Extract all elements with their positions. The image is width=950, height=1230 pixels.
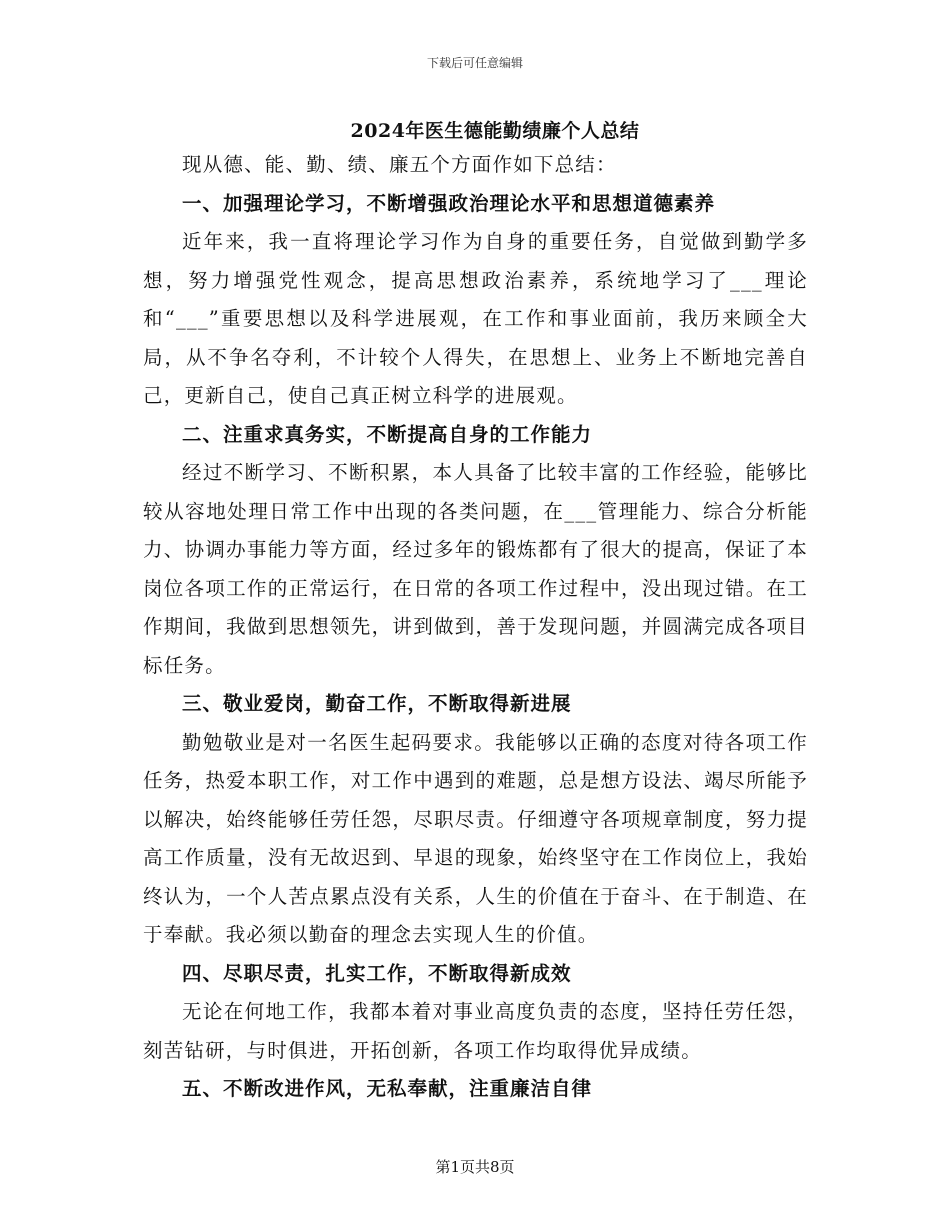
document-body (143, 146, 808, 1109)
document-title: 2024年医生德能勤绩廉个人总结 (350, 120, 640, 142)
section-heading-2: 二、注重求真务实，不断提高自身的工作能力 (182, 422, 593, 446)
section-paragraph-4: 无论在何地工作，我都本着对事业高度负责的态度，坚持任劳任怨，刻苦钻研，与时俱进，开拓创新，各项工作均取得优异成绩。 (143, 1000, 808, 1062)
page-number-footer: 第1页共8页 (435, 1158, 515, 1176)
intro-paragraph: 现从德、能、勤、绩、廉五个方面作如下总结： (182, 153, 617, 176)
header-note: 下载后可任意编辑 (426, 56, 523, 70)
section-heading-3: 三、敬业爱岗，勤奋工作，不断取得新进展 (182, 692, 572, 715)
section-paragraph-2: 经过不断学习、不断积累，本人具备了比较丰富的工作经验，能够比较从容地处理日常工作中出现的各类问题，在___管理能力、综合分析能力、协调办事能力等方面，经过多年的锻炼都有了很大的提高，保证了本岗位各项工作的正常运行，在日常的各项工作过程中，没出现过错。在工作期间，我做到思想领先，讲到做到，善于发现问题，并圆满完成各项目标任务。 (143, 461, 808, 677)
section-heading-5: 五、不断改进作风，无私奉献，注重廉洁自律 (182, 1077, 593, 1100)
section-paragraph-3: 勤勉敬业是对一名医生起码要求。我能够以正确的态度对待各项工作任务，热爱本职工作，对工作中遇到的难题，总是想方设法、竭尽所能予以解决，始终能够任劳任怨，尽职尽责。仔细遵守各项规章制度，努力提高工作质量，没有无故迟到、早退的现象，始终坚守在工作岗位上，我始终认为，一个人苦点累点没有关系，人生的价值在于奋斗、在于制造、在于奉献。我必须以勤奋的理念去实现人生的价值。 (143, 730, 808, 946)
section-heading-1: 一、加强理论学习，不断增强政治理论水平和思想道德素养 (182, 191, 716, 215)
section-heading-4: 四、尽职尽责，扎实工作，不断取得新成效 (182, 961, 572, 985)
section-paragraph-1: 近年来，我一直将理论学习作为自身的重要任务，自觉做到勤学多想，努力增强党性观念，提高思想政治素养，系统地学习了___理论和“___”重要思想以及科学进展观，在工作和事业面前，我历来顾全大局，从不争名夺利，不计较个人得失，在思想上、业务上不断地完善自己，更新自己，使自己真正树立科学的进展观。 (143, 230, 808, 407)
